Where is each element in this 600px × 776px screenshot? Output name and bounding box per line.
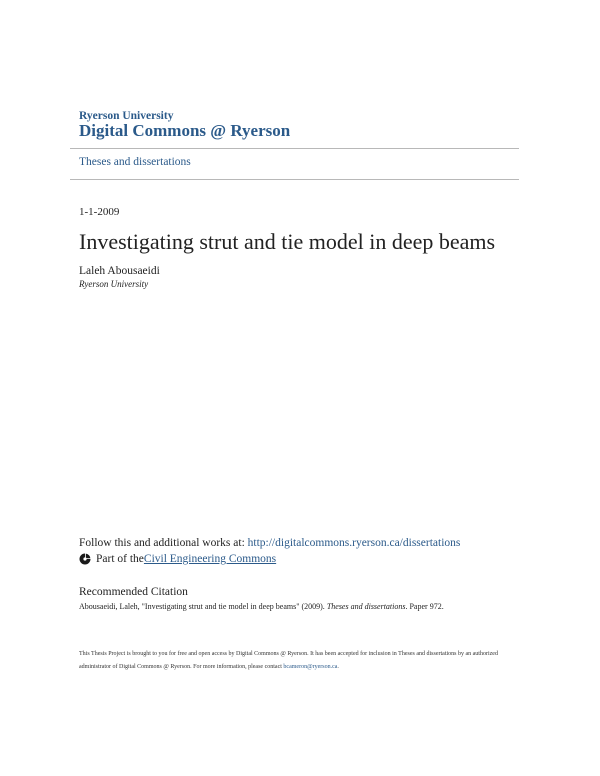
page-title: Investigating strut and tie model in deep beams — [79, 229, 496, 254]
author-affiliation: Ryerson University — [79, 279, 149, 289]
footer-notice — [79, 648, 499, 674]
bepress-icon — [79, 553, 91, 565]
divider-bottom — [70, 179, 519, 180]
footer-end: . — [337, 664, 339, 670]
dissertations-link[interactable]: http://digitalcommons.ryerson.ca/dissertations — [247, 537, 461, 549]
repository-name[interactable]: Digital Commons @ Ryerson — [79, 121, 291, 140]
divider-top — [70, 148, 519, 149]
collection-link[interactable]: Theses and dissertations — [79, 156, 191, 168]
citation-series: Theses and dissertations — [326, 602, 406, 611]
follow-line — [79, 537, 460, 549]
citation-text-after: . Paper 972. — [405, 602, 444, 611]
citation-text-before: Abousaeidi, Laleh, "Investigating strut and tie model in deep beams" (2009). — [79, 602, 327, 611]
part-of-prefix: Part of the — [96, 553, 144, 565]
author-name: Laleh Abousaeidi — [79, 265, 160, 277]
institution-name: Ryerson University — [79, 110, 174, 122]
follow-text: Follow this and additional works at: — [79, 537, 248, 549]
civil-engineering-commons-link[interactable]: Civil Engineering Commons — [143, 553, 277, 565]
recommended-citation-text — [79, 602, 444, 611]
contact-email-link[interactable]: bcameron@ryerson.ca — [283, 664, 338, 670]
footer-text: This Thesis Project is brought to you for free and open access by Digital Commons @ Ryerson. It has been accepted for inclusion in Theses and dissertations by an authorized administrator of Digital Commons @ Ryerson. For more information, please contact — [79, 651, 498, 670]
publication-date: 1-1-2009 — [79, 206, 120, 218]
recommended-citation-heading: Recommended Citation — [79, 586, 188, 598]
part-of-line — [79, 553, 276, 565]
